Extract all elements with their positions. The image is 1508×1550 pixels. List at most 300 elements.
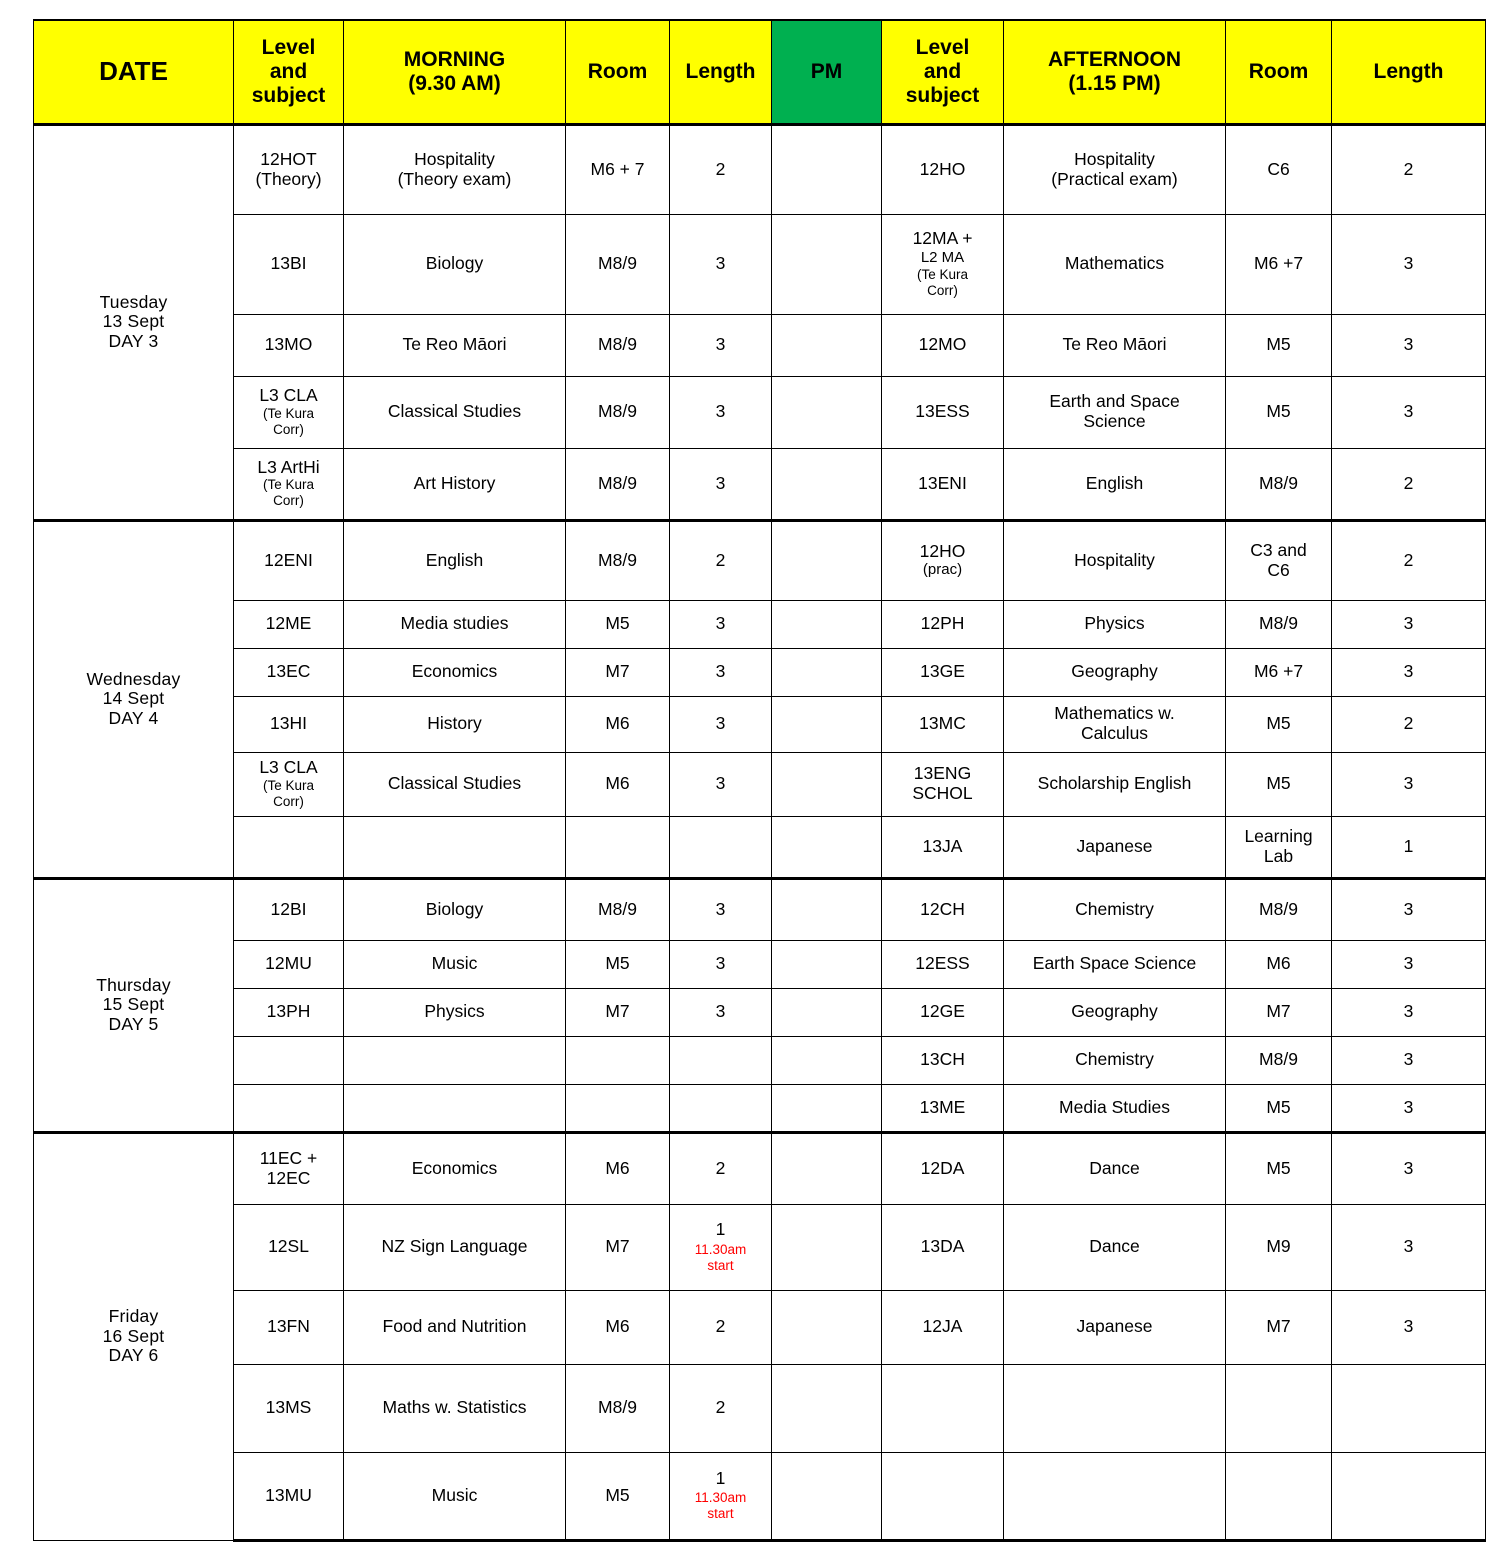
cell-length-am [670, 1036, 772, 1084]
cell-subject-pm [1004, 1364, 1226, 1452]
table-row [34, 816, 1486, 878]
cell-room-am [566, 878, 670, 940]
cell-subject-pm [1004, 696, 1226, 752]
length-start-note-line2: start [707, 1506, 734, 1522]
pm-divider-cell [772, 600, 882, 648]
cell-subject-am-line1: Music [431, 1484, 478, 1505]
table-row [34, 124, 1486, 214]
cell-subject-pm [1004, 124, 1226, 214]
cell-room-pm-text: M7 [1266, 1001, 1291, 1022]
day-name: Wednesday [86, 668, 181, 689]
table-row [34, 940, 1486, 988]
day-label-cell [34, 124, 234, 520]
cell-room-pm-text: M8/9 [1259, 472, 1298, 493]
level-code: 12MO [918, 334, 967, 355]
cell-level-pm [882, 648, 1004, 696]
level-code: 12CH [920, 898, 965, 919]
length-value: 3 [715, 773, 726, 794]
cell-length-pm [1332, 940, 1486, 988]
length-value: 2 [1403, 472, 1414, 493]
cell-level-pm [882, 1132, 1004, 1204]
cell-subject-am [344, 1452, 566, 1540]
level-code: 12BI [270, 898, 307, 919]
cell-level-am [234, 214, 344, 314]
level-code: 12ENI [264, 549, 313, 570]
cell-level-pm [882, 448, 1004, 520]
cell-room-am-text: M7 [605, 1236, 630, 1257]
cell-subject-am [344, 376, 566, 448]
cell-room-am-text: M8/9 [598, 1397, 637, 1418]
level-subline2: (Te Kura [916, 266, 969, 282]
cell-level-pm [882, 1204, 1004, 1290]
length-value: 3 [715, 472, 726, 493]
table-row [34, 214, 1486, 314]
table-row [34, 314, 1486, 376]
cell-subject-pm [1004, 988, 1226, 1036]
cell-room-am [566, 1084, 670, 1132]
header-afternoon-line1: AFTERNOON [1048, 48, 1181, 72]
cell-level-am [234, 816, 344, 878]
length-value: 2 [1403, 158, 1414, 179]
length-value: 3 [1403, 1316, 1414, 1337]
pm-divider-cell [772, 1084, 882, 1132]
cell-subject-pm-line1: Dance [1089, 1236, 1140, 1257]
cell-subject-pm-line1: Dance [1089, 1157, 1140, 1178]
cell-subject-pm-line1: Earth and Space [1049, 391, 1180, 412]
cell-subject-pm-line1: Physics [1084, 613, 1145, 634]
cell-room-am [566, 448, 670, 520]
header-level-pm-line3: subject [905, 83, 980, 107]
cell-length-am [670, 696, 772, 752]
cell-level-pm [882, 940, 1004, 988]
header-level-subject-pm [882, 20, 1004, 124]
cell-length-pm [1332, 816, 1486, 878]
length-value: 1 [715, 1467, 726, 1488]
cell-length-pm [1332, 1084, 1486, 1132]
cell-room-am-text: M8/9 [598, 898, 637, 919]
level-code: L3 CLA [259, 385, 318, 406]
header-level-pm-line2: and [923, 59, 962, 83]
cell-level-pm [882, 1084, 1004, 1132]
cell-subject-am [344, 600, 566, 648]
cell-room-am [566, 988, 670, 1036]
day-label-cell [34, 878, 234, 1132]
cell-subject-pm-line1: Chemistry [1075, 898, 1154, 919]
level-code: 13DA [920, 1236, 965, 1257]
cell-subject-am-line1: Classical Studies [387, 773, 522, 794]
cell-room-am [566, 1036, 670, 1084]
cell-length-am [670, 1290, 772, 1364]
cell-subject-pm [1004, 878, 1226, 940]
cell-room-pm [1226, 124, 1332, 214]
pm-divider-cell [772, 124, 882, 214]
cell-length-pm [1332, 1036, 1486, 1084]
level-code: 12HO [919, 158, 966, 179]
cell-subject-am-line1: Media studies [400, 613, 509, 634]
table-row [34, 376, 1486, 448]
cell-level-pm [882, 988, 1004, 1036]
table-row [34, 1036, 1486, 1084]
cell-subject-pm-line1: Chemistry [1075, 1049, 1154, 1070]
cell-room-pm-line1: Learning [1244, 825, 1313, 846]
cell-level-am [234, 940, 344, 988]
level-code: 12HO [919, 540, 966, 561]
cell-subject-am-line1: Music [431, 953, 478, 974]
exam-timetable [33, 19, 1486, 1542]
day-date: 15 Sept [102, 994, 165, 1015]
length-value: 3 [1403, 1157, 1414, 1178]
level-code: 13JA [922, 835, 963, 856]
cell-length-am [670, 1132, 772, 1204]
level-code: 13MO [264, 334, 313, 355]
cell-level-pm [882, 376, 1004, 448]
level-code: 13MC [919, 713, 966, 734]
cell-room-pm-text: M8/9 [1259, 1049, 1298, 1070]
cell-subject-am-line1: Hospitality [414, 148, 495, 169]
cell-level-pm [882, 314, 1004, 376]
cell-length-am [670, 648, 772, 696]
cell-room-pm [1226, 940, 1332, 988]
cell-room-am-text: M5 [605, 613, 630, 634]
table-row [34, 1452, 1486, 1540]
exam-timetable-sheet [33, 19, 1485, 1542]
cell-subject-pm-line1: Mathematics w. [1054, 703, 1175, 724]
cell-subject-pm [1004, 376, 1226, 448]
header-room-pm: Room [1226, 20, 1332, 124]
level-code: 13MS [265, 1397, 312, 1418]
cell-subject-pm [1004, 520, 1226, 600]
day-number: DAY 3 [108, 330, 159, 351]
level-subline2: (Te Kura [262, 777, 315, 793]
cell-room-am [566, 520, 670, 600]
level-code: 13CH [920, 1049, 965, 1070]
cell-subject-am [344, 988, 566, 1036]
cell-level-pm [882, 696, 1004, 752]
pm-divider-cell [772, 988, 882, 1036]
cell-room-pm [1226, 752, 1332, 816]
cell-length-am [670, 816, 772, 878]
day-number: DAY 5 [108, 1013, 159, 1034]
level-code: L3 CLA [259, 757, 318, 778]
cell-room-pm-text: M7 [1266, 1316, 1291, 1337]
cell-subject-am-line1: Te Reo Māori [402, 334, 507, 355]
cell-level-am [234, 1084, 344, 1132]
cell-room-pm-text: M6 [1266, 953, 1291, 974]
table-row [34, 1364, 1486, 1452]
cell-length-pm [1332, 1452, 1486, 1540]
day-name: Tuesday [99, 291, 168, 312]
length-value: 1 [1403, 835, 1414, 856]
cell-room-pm [1226, 448, 1332, 520]
header-afternoon-line2: (1.15 PM) [1068, 71, 1161, 95]
cell-length-pm [1332, 214, 1486, 314]
cell-subject-pm [1004, 448, 1226, 520]
level-code: 13EC [266, 661, 311, 682]
pm-divider-cell [772, 940, 882, 988]
length-value: 3 [1403, 253, 1414, 274]
cell-subject-am [344, 1084, 566, 1132]
cell-subject-am-line1: History [427, 713, 482, 734]
cell-subject-am-line1: Food and Nutrition [382, 1316, 527, 1337]
cell-length-am [670, 878, 772, 940]
cell-subject-pm-line1: Scholarship English [1037, 773, 1192, 794]
cell-subject-pm [1004, 1036, 1226, 1084]
cell-length-am [670, 124, 772, 214]
cell-room-am [566, 696, 670, 752]
level-code: 12ESS [915, 953, 970, 974]
cell-subject-am [344, 696, 566, 752]
level-subline2: (Te Kura [262, 405, 315, 421]
level-code: 13PH [266, 1001, 311, 1022]
cell-subject-pm [1004, 940, 1226, 988]
header-length-pm: Length [1332, 20, 1486, 124]
cell-level-pm [882, 878, 1004, 940]
header-afternoon [1004, 20, 1226, 124]
cell-subject-pm [1004, 1452, 1226, 1540]
level-code: 13HI [270, 713, 307, 734]
length-value: 3 [1403, 1096, 1414, 1117]
level-code: 12MU [265, 953, 312, 974]
length-start-note-line2: start [707, 1257, 734, 1273]
cell-subject-pm [1004, 1204, 1226, 1290]
pm-divider-cell [772, 1290, 882, 1364]
cell-room-pm-text: M6 +7 [1253, 253, 1304, 274]
cell-subject-pm-line1: Hospitality [1074, 148, 1155, 169]
cell-length-pm [1332, 1132, 1486, 1204]
cell-level-am [234, 1132, 344, 1204]
cell-subject-pm [1004, 214, 1226, 314]
level-code: 12HOT [260, 148, 317, 169]
cell-level-pm [882, 1290, 1004, 1364]
level-subline3: Corr) [273, 421, 304, 437]
level-subline2: (Te Kura [262, 477, 315, 493]
cell-room-pm [1226, 1204, 1332, 1290]
length-value: 2 [715, 1397, 726, 1418]
cell-length-am [670, 448, 772, 520]
cell-room-am-text: M8/9 [598, 549, 637, 570]
cell-room-am [566, 648, 670, 696]
cell-room-am-text: M8/9 [598, 401, 637, 422]
table-row [34, 1204, 1486, 1290]
cell-room-pm [1226, 214, 1332, 314]
cell-subject-am-line1: Classical Studies [387, 401, 522, 422]
length-value: 3 [1403, 613, 1414, 634]
cell-length-pm [1332, 124, 1486, 214]
cell-level-pm [882, 520, 1004, 600]
table-row [34, 448, 1486, 520]
cell-subject-pm-line1: Hospitality [1074, 549, 1155, 570]
length-value: 3 [715, 661, 726, 682]
cell-subject-am [344, 752, 566, 816]
cell-subject-pm-line1: Te Reo Māori [1062, 334, 1167, 355]
cell-room-am-text: M5 [605, 953, 630, 974]
day-number: DAY 4 [108, 707, 159, 728]
cell-room-am [566, 124, 670, 214]
cell-subject-am-line1: Biology [425, 898, 484, 919]
cell-room-am [566, 816, 670, 878]
cell-length-am [670, 214, 772, 314]
cell-level-am [234, 376, 344, 448]
level-subline1: L2 MA [920, 248, 965, 266]
cell-length-pm [1332, 448, 1486, 520]
pm-divider-cell [772, 376, 882, 448]
day-label-cell [34, 520, 234, 878]
length-value: 3 [715, 401, 726, 422]
cell-level-pm [882, 752, 1004, 816]
table-row [34, 696, 1486, 752]
cell-subject-pm-line1: Geography [1071, 1001, 1158, 1022]
cell-room-am [566, 600, 670, 648]
level-subline3: Corr) [927, 282, 958, 298]
cell-level-am [234, 988, 344, 1036]
header-morning [344, 20, 566, 124]
cell-room-am-text: M6 [605, 713, 630, 734]
cell-level-pm [882, 214, 1004, 314]
cell-level-am [234, 696, 344, 752]
cell-room-am-text: M6 [605, 1316, 630, 1337]
length-value: 3 [1403, 334, 1414, 355]
length-start-note-line1: 11.30am [694, 1241, 747, 1257]
cell-length-am [670, 314, 772, 376]
level-code: L3 ArtHi [257, 456, 320, 477]
cell-length-pm [1332, 696, 1486, 752]
cell-room-pm-text: M6 +7 [1253, 661, 1304, 682]
cell-subject-am-line1: Maths w. Statistics [382, 1397, 527, 1418]
cell-level-am [234, 1364, 344, 1452]
length-value: 3 [1403, 898, 1414, 919]
cell-room-am [566, 1132, 670, 1204]
cell-subject-am [344, 214, 566, 314]
cell-length-am [670, 940, 772, 988]
cell-room-am-text: M8/9 [598, 472, 637, 493]
cell-subject-am [344, 648, 566, 696]
cell-subject-am [344, 940, 566, 988]
cell-subject-am [344, 816, 566, 878]
cell-length-pm [1332, 314, 1486, 376]
cell-room-pm-text: M8/9 [1259, 613, 1298, 634]
header-level-pm-line1: Level [915, 36, 970, 60]
header-morning-line2: (9.30 AM) [408, 71, 501, 95]
level-code: 13MU [265, 1484, 312, 1505]
cell-subject-pm [1004, 600, 1226, 648]
cell-room-am [566, 376, 670, 448]
cell-room-pm-text: C6 [1267, 158, 1290, 179]
table-row [34, 1084, 1486, 1132]
table-header-row [34, 20, 1486, 124]
table-row [34, 1132, 1486, 1204]
cell-length-am [670, 1204, 772, 1290]
level-code: 13ENI [918, 472, 967, 493]
cell-subject-am-line2: (Theory exam) [397, 168, 512, 189]
cell-length-pm [1332, 878, 1486, 940]
cell-length-pm [1332, 1364, 1486, 1452]
level-code: 13ME [919, 1096, 966, 1117]
cell-subject-pm [1004, 1084, 1226, 1132]
header-date: DATE [34, 20, 234, 124]
cell-level-pm [882, 600, 1004, 648]
level-code: 12ME [265, 613, 312, 634]
cell-level-am [234, 1452, 344, 1540]
cell-room-am-text: M7 [605, 1001, 630, 1022]
cell-subject-pm [1004, 1132, 1226, 1204]
cell-room-pm [1226, 600, 1332, 648]
cell-length-pm [1332, 988, 1486, 1036]
cell-subject-pm [1004, 648, 1226, 696]
length-value: 3 [1403, 401, 1414, 422]
cell-subject-am-line1: NZ Sign Language [381, 1236, 528, 1257]
cell-room-pm [1226, 878, 1332, 940]
cell-subject-pm [1004, 816, 1226, 878]
level-subline3: Corr) [273, 793, 304, 809]
length-value: 3 [1403, 661, 1414, 682]
table-body [34, 124, 1486, 1540]
pm-divider-cell [772, 314, 882, 376]
cell-length-am [670, 752, 772, 816]
cell-room-am-text: M5 [605, 1484, 630, 1505]
cell-subject-pm-line1: Media Studies [1059, 1096, 1170, 1117]
cell-length-pm [1332, 648, 1486, 696]
level-line2: 12EC [266, 1167, 311, 1188]
length-value: 3 [715, 613, 726, 634]
table-row [34, 1290, 1486, 1364]
cell-subject-pm-line2: Science [1083, 411, 1146, 431]
pm-divider-cell [772, 816, 882, 878]
cell-room-pm-line2: C6 [1267, 559, 1290, 580]
cell-room-pm [1226, 816, 1332, 878]
cell-length-am [670, 1084, 772, 1132]
cell-room-pm-text: M9 [1266, 1236, 1291, 1257]
table-row [34, 878, 1486, 940]
cell-room-am [566, 314, 670, 376]
length-value: 3 [715, 1001, 726, 1022]
pm-divider-cell [772, 1036, 882, 1084]
day-name: Friday [108, 1306, 159, 1327]
length-value: 3 [1403, 1049, 1414, 1070]
cell-subject-am [344, 1132, 566, 1204]
day-date: 14 Sept [102, 688, 165, 709]
table-row [34, 520, 1486, 600]
cell-room-pm [1226, 1364, 1332, 1452]
level-line1: 13ENG [913, 763, 972, 784]
length-value: 2 [715, 1316, 726, 1337]
table-row [34, 752, 1486, 816]
length-value: 3 [1403, 953, 1414, 974]
cell-room-pm [1226, 1084, 1332, 1132]
cell-length-pm [1332, 600, 1486, 648]
cell-level-am [234, 520, 344, 600]
cell-length-am [670, 988, 772, 1036]
cell-length-am [670, 520, 772, 600]
cell-room-pm-line2: Lab [1263, 845, 1294, 866]
cell-room-am-text: M6 [605, 773, 630, 794]
pm-divider-cell [772, 1452, 882, 1540]
length-value: 3 [715, 898, 726, 919]
cell-room-pm [1226, 1036, 1332, 1084]
cell-subject-pm-line1: Japanese [1076, 1316, 1153, 1337]
cell-level-am [234, 124, 344, 214]
cell-level-am [234, 600, 344, 648]
cell-length-pm [1332, 1204, 1486, 1290]
length-value: 3 [715, 953, 726, 974]
level-subline1: (prac) [922, 561, 963, 579]
cell-room-pm-text: M5 [1266, 334, 1291, 355]
level-line2: SCHOL [912, 783, 973, 803]
cell-length-am [670, 600, 772, 648]
cell-length-pm [1332, 376, 1486, 448]
cell-room-pm [1226, 988, 1332, 1036]
cell-room-am-text: M7 [605, 661, 630, 682]
header-level-am-line1: Level [261, 36, 316, 60]
